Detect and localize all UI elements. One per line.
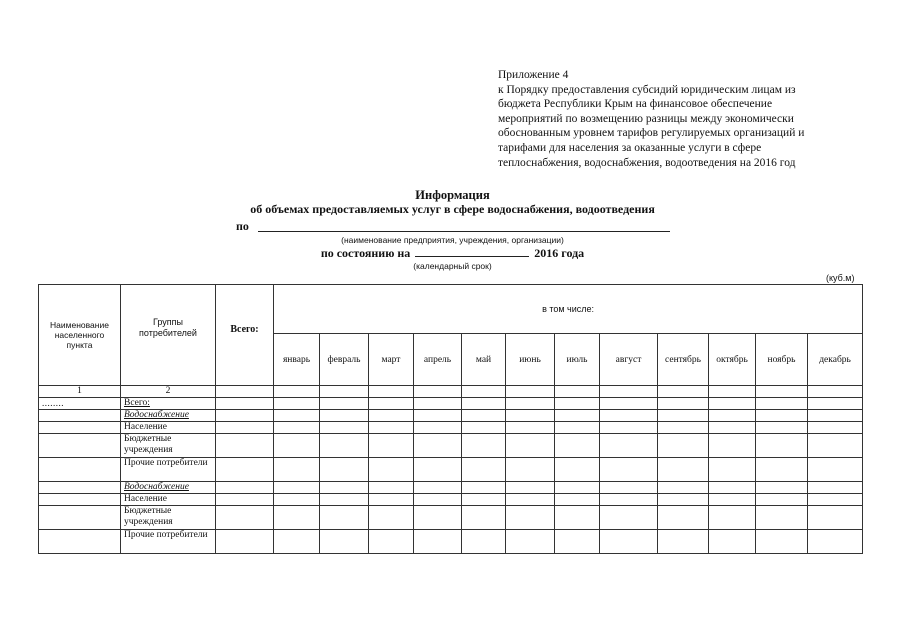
document-subtitle: об объемах предоставляемых услуг в сфере водоснабжения, водоотведения bbox=[250, 202, 655, 216]
consumer-group-cell: Бюджетные учреждения bbox=[121, 506, 216, 530]
consumer-group-cell: Прочие потребители bbox=[121, 458, 216, 482]
month-value-cell[interactable] bbox=[756, 482, 808, 494]
month-value-cell[interactable] bbox=[808, 494, 863, 506]
month-value-cell[interactable] bbox=[658, 422, 709, 434]
month-value-cell[interactable] bbox=[462, 482, 506, 494]
month-value-cell[interactable] bbox=[555, 530, 600, 554]
month-value-cell[interactable] bbox=[506, 422, 555, 434]
appendix-line: тарифами для населения за оказанные услуги в сфере bbox=[498, 141, 762, 154]
total-value-cell[interactable] bbox=[216, 494, 274, 506]
total-value-cell[interactable] bbox=[216, 530, 274, 554]
header-month: июнь bbox=[506, 334, 555, 386]
appendix-block bbox=[498, 68, 893, 170]
appendix-title: Приложение 4 bbox=[498, 69, 569, 81]
month-value-cell[interactable] bbox=[756, 398, 808, 410]
header-month: март bbox=[369, 334, 414, 386]
month-value-cell[interactable] bbox=[555, 506, 600, 530]
total-value-cell[interactable] bbox=[216, 458, 274, 482]
organization-blank-line bbox=[258, 231, 670, 232]
consumer-group-cell: Водоснабжение bbox=[121, 482, 216, 494]
header-row-1 bbox=[39, 285, 863, 334]
appendix-line: теплоснабжения, водоснабжения, водоотведения на 2016 год bbox=[498, 156, 796, 169]
month-value-cell[interactable] bbox=[369, 434, 414, 458]
consumer-group-cell: Всего: bbox=[121, 398, 216, 410]
month-value-cell[interactable] bbox=[658, 458, 709, 482]
month-value-cell[interactable] bbox=[658, 530, 709, 554]
month-value-cell[interactable] bbox=[555, 434, 600, 458]
month-value-cell[interactable] bbox=[756, 494, 808, 506]
month-value-cell[interactable] bbox=[555, 410, 600, 422]
header-month: июль bbox=[555, 334, 600, 386]
header-month: ноябрь bbox=[756, 334, 808, 386]
month-value-cell[interactable] bbox=[709, 494, 756, 506]
column-number: 2 bbox=[121, 386, 216, 398]
month-value-cell[interactable] bbox=[600, 482, 658, 494]
month-value-cell[interactable] bbox=[369, 398, 414, 410]
month-value-cell[interactable] bbox=[320, 482, 369, 494]
month-value-cell[interactable] bbox=[369, 494, 414, 506]
total-value-cell[interactable] bbox=[216, 434, 274, 458]
month-value-cell[interactable] bbox=[274, 494, 320, 506]
table-row bbox=[39, 434, 863, 458]
table-row bbox=[39, 530, 863, 554]
total-value-cell[interactable] bbox=[216, 422, 274, 434]
month-value-cell[interactable] bbox=[709, 434, 756, 458]
month-value-cell[interactable] bbox=[756, 530, 808, 554]
month-value-cell[interactable] bbox=[320, 398, 369, 410]
month-value-cell[interactable] bbox=[414, 458, 462, 482]
month-value-cell[interactable] bbox=[274, 422, 320, 434]
header-including: в том числе: bbox=[274, 285, 863, 334]
month-value-cell[interactable] bbox=[414, 422, 462, 434]
month-value-cell[interactable] bbox=[709, 458, 756, 482]
table-row bbox=[39, 506, 863, 530]
month-value-cell[interactable] bbox=[506, 434, 555, 458]
month-value-cell[interactable] bbox=[462, 494, 506, 506]
month-value-cell[interactable] bbox=[709, 422, 756, 434]
header-month: февраль bbox=[320, 334, 369, 386]
month-value-cell[interactable] bbox=[414, 530, 462, 554]
table-row bbox=[39, 482, 863, 494]
as-of-prefix: по состоянию на bbox=[320, 246, 411, 260]
month-value-cell[interactable] bbox=[320, 530, 369, 554]
month-value-cell[interactable] bbox=[506, 506, 555, 530]
month-value-cell[interactable] bbox=[506, 458, 555, 482]
consumer-group-cell: Население bbox=[121, 422, 216, 434]
consumer-group-cell: Бюджетные учреждения bbox=[121, 434, 216, 458]
month-value-cell[interactable] bbox=[462, 410, 506, 422]
date-blank-line bbox=[415, 246, 529, 257]
settlement-cell[interactable] bbox=[39, 434, 121, 458]
month-value-cell[interactable] bbox=[274, 482, 320, 494]
header-month: декабрь bbox=[808, 334, 863, 386]
month-value-cell[interactable] bbox=[555, 398, 600, 410]
month-value-cell[interactable] bbox=[414, 494, 462, 506]
month-value-cell[interactable] bbox=[369, 506, 414, 530]
month-value-cell[interactable] bbox=[506, 410, 555, 422]
month-value-cell[interactable] bbox=[506, 482, 555, 494]
table-row bbox=[39, 494, 863, 506]
header-consumer-groups: Группы потребителей bbox=[121, 285, 216, 386]
month-value-cell[interactable] bbox=[414, 398, 462, 410]
month-value-cell[interactable] bbox=[462, 530, 506, 554]
settlement-cell[interactable] bbox=[39, 494, 121, 506]
header-month: август bbox=[600, 334, 658, 386]
organization-caption: (наименование предприятия, учреждения, организации) bbox=[341, 235, 564, 245]
month-value-cell[interactable] bbox=[369, 410, 414, 422]
header-month: октябрь bbox=[709, 334, 756, 386]
header-month: май bbox=[462, 334, 506, 386]
month-value-cell[interactable] bbox=[274, 398, 320, 410]
month-value-cell[interactable] bbox=[658, 506, 709, 530]
month-value-cell[interactable] bbox=[808, 410, 863, 422]
month-value-cell[interactable] bbox=[709, 506, 756, 530]
month-value-cell[interactable] bbox=[369, 482, 414, 494]
month-value-cell[interactable] bbox=[600, 398, 658, 410]
month-value-cell[interactable] bbox=[506, 398, 555, 410]
month-value-cell[interactable] bbox=[600, 494, 658, 506]
header-month: сентябрь bbox=[658, 334, 709, 386]
month-value-cell[interactable] bbox=[808, 422, 863, 434]
month-value-cell[interactable] bbox=[274, 530, 320, 554]
settlement-cell[interactable] bbox=[39, 410, 121, 422]
month-value-cell[interactable] bbox=[600, 434, 658, 458]
month-value-cell[interactable] bbox=[658, 434, 709, 458]
month-value-cell[interactable] bbox=[320, 422, 369, 434]
total-value-cell[interactable] bbox=[216, 410, 274, 422]
month-value-cell[interactable] bbox=[658, 482, 709, 494]
month-value-cell[interactable] bbox=[808, 506, 863, 530]
month-value-cell[interactable] bbox=[369, 530, 414, 554]
month-value-cell[interactable] bbox=[506, 530, 555, 554]
month-value-cell[interactable] bbox=[320, 458, 369, 482]
as-of-suffix: 2016 года bbox=[534, 246, 585, 260]
month-value-cell[interactable] bbox=[414, 410, 462, 422]
as-of-line bbox=[0, 246, 905, 261]
month-value-cell[interactable] bbox=[414, 482, 462, 494]
month-value-cell[interactable] bbox=[462, 506, 506, 530]
month-value-cell[interactable] bbox=[808, 530, 863, 554]
month-value-cell[interactable] bbox=[274, 434, 320, 458]
month-value-cell[interactable] bbox=[709, 482, 756, 494]
month-value-cell[interactable] bbox=[462, 458, 506, 482]
month-value-cell[interactable] bbox=[274, 410, 320, 422]
month-value-cell[interactable] bbox=[462, 434, 506, 458]
consumer-group-cell: Население bbox=[121, 494, 216, 506]
month-value-cell[interactable] bbox=[808, 398, 863, 410]
month-value-cell[interactable] bbox=[320, 494, 369, 506]
month-value-cell[interactable] bbox=[756, 434, 808, 458]
table-row bbox=[39, 410, 863, 422]
settlement-cell[interactable] bbox=[39, 506, 121, 530]
month-value-cell[interactable] bbox=[709, 530, 756, 554]
volumes-table bbox=[38, 284, 863, 554]
month-value-cell[interactable] bbox=[600, 422, 658, 434]
table-row bbox=[39, 458, 863, 482]
month-value-cell[interactable] bbox=[369, 458, 414, 482]
month-value-cell[interactable] bbox=[808, 458, 863, 482]
settlement-cell[interactable]: ........ bbox=[39, 398, 121, 410]
month-value-cell[interactable] bbox=[756, 422, 808, 434]
month-value-cell[interactable] bbox=[658, 398, 709, 410]
header-month: январь bbox=[274, 334, 320, 386]
document-title: Информация bbox=[415, 188, 490, 202]
settlement-cell[interactable] bbox=[39, 458, 121, 482]
header-total: Всего: bbox=[216, 285, 274, 386]
term-caption: (календарный срок) bbox=[413, 261, 492, 271]
month-value-cell[interactable] bbox=[600, 410, 658, 422]
table-row bbox=[39, 398, 863, 410]
appendix-line: мероприятий по возмещению разницы между экономически bbox=[498, 112, 794, 125]
appendix-line: обоснованным уровнем тарифов регулируемых организаций и bbox=[498, 127, 805, 140]
month-value-cell[interactable] bbox=[756, 506, 808, 530]
po-label: по bbox=[236, 219, 249, 233]
column-number-row bbox=[39, 386, 863, 398]
month-value-cell[interactable] bbox=[555, 458, 600, 482]
month-value-cell[interactable] bbox=[274, 506, 320, 530]
total-value-cell[interactable] bbox=[216, 398, 274, 410]
month-value-cell[interactable] bbox=[658, 494, 709, 506]
month-value-cell[interactable] bbox=[369, 422, 414, 434]
month-value-cell[interactable] bbox=[320, 506, 369, 530]
month-value-cell[interactable] bbox=[600, 506, 658, 530]
month-value-cell[interactable] bbox=[506, 494, 555, 506]
month-value-cell[interactable] bbox=[555, 482, 600, 494]
month-value-cell[interactable] bbox=[274, 458, 320, 482]
month-value-cell[interactable] bbox=[756, 410, 808, 422]
total-value-cell[interactable] bbox=[216, 506, 274, 530]
month-value-cell[interactable] bbox=[462, 398, 506, 410]
total-value-cell[interactable] bbox=[216, 482, 274, 494]
consumer-group-cell: Водоснабжение bbox=[121, 410, 216, 422]
month-value-cell[interactable] bbox=[320, 410, 369, 422]
table-row bbox=[39, 422, 863, 434]
month-value-cell[interactable] bbox=[414, 434, 462, 458]
settlement-cell[interactable] bbox=[39, 482, 121, 494]
document-heading bbox=[0, 188, 905, 216]
month-value-cell[interactable] bbox=[709, 398, 756, 410]
header-month: апрель bbox=[414, 334, 462, 386]
month-value-cell[interactable] bbox=[555, 422, 600, 434]
settlement-cell[interactable] bbox=[39, 530, 121, 554]
month-value-cell[interactable] bbox=[462, 422, 506, 434]
consumer-group-cell: Прочие потребители bbox=[121, 530, 216, 554]
appendix-line: к Порядку предоставления субсидий юридическим лицам из bbox=[498, 83, 796, 96]
month-value-cell[interactable] bbox=[320, 434, 369, 458]
unit-label: (куб.м) bbox=[826, 273, 855, 283]
appendix-line: бюджета Республики Крым на финансовое обеспечение bbox=[498, 98, 773, 111]
column-number: 1 bbox=[39, 386, 121, 398]
month-value-cell[interactable] bbox=[808, 482, 863, 494]
month-value-cell[interactable] bbox=[756, 458, 808, 482]
month-value-cell[interactable] bbox=[808, 434, 863, 458]
month-value-cell[interactable] bbox=[658, 410, 709, 422]
month-value-cell[interactable] bbox=[600, 458, 658, 482]
month-value-cell[interactable] bbox=[555, 494, 600, 506]
header-settlement: Наименование населенного пункта bbox=[39, 285, 121, 386]
month-value-cell[interactable] bbox=[600, 530, 658, 554]
settlement-cell[interactable] bbox=[39, 422, 121, 434]
month-value-cell[interactable] bbox=[414, 506, 462, 530]
month-value-cell[interactable] bbox=[709, 410, 756, 422]
